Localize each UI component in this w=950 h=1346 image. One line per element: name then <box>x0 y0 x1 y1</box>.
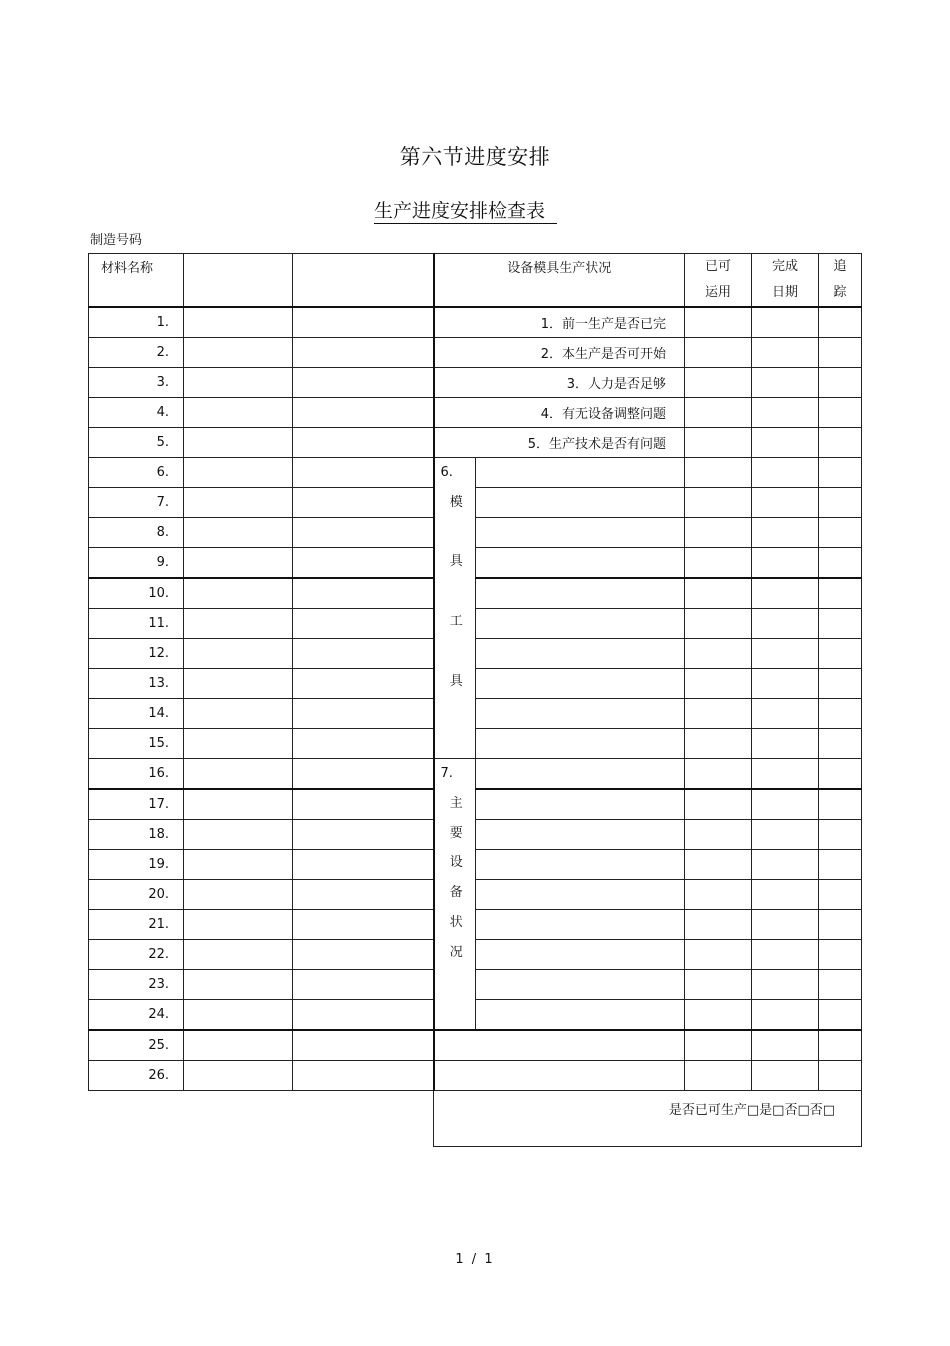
table-row <box>89 639 862 669</box>
status-detail-cell[interactable] <box>434 1061 685 1091</box>
material-cell[interactable] <box>184 699 293 729</box>
header-blank-cell <box>293 254 434 308</box>
material-spec-cell[interactable] <box>293 578 434 609</box>
tracking-cell[interactable] <box>819 398 862 428</box>
tracking-cell[interactable] <box>819 338 862 368</box>
status-detail-cell[interactable] <box>476 518 685 548</box>
material-cell[interactable] <box>184 1061 293 1091</box>
completion-date-cell[interactable] <box>752 368 819 398</box>
check-item: 2．本生产是否可开始 <box>434 338 685 368</box>
row-number: 21. <box>89 910 184 940</box>
tracking-header: 追 踪 <box>819 254 862 308</box>
completion-date-cell[interactable] <box>752 910 819 940</box>
completion-date-cell[interactable] <box>752 639 819 669</box>
tracking-cell[interactable] <box>819 1000 862 1031</box>
footer-row <box>89 1091 862 1147</box>
material-spec-cell[interactable] <box>293 699 434 729</box>
material-cell[interactable] <box>184 880 293 910</box>
tracking-cell[interactable] <box>819 729 862 759</box>
available-cell[interactable] <box>685 639 752 669</box>
completion-date-cell[interactable] <box>752 307 819 338</box>
table-row <box>89 789 862 820</box>
material-cell[interactable] <box>184 729 293 759</box>
available-cell[interactable] <box>685 699 752 729</box>
available-cell[interactable] <box>685 789 752 820</box>
footer-blank <box>89 1091 434 1147</box>
material-spec-cell[interactable] <box>293 488 434 518</box>
tracking-cell[interactable] <box>819 578 862 609</box>
material-spec-cell[interactable] <box>293 458 434 488</box>
status-detail-cell[interactable] <box>476 789 685 820</box>
material-spec-cell[interactable] <box>293 820 434 850</box>
material-cell[interactable] <box>184 368 293 398</box>
table-row <box>89 518 862 548</box>
available-cell[interactable] <box>685 880 752 910</box>
available-cell[interactable] <box>685 1061 752 1091</box>
available-cell[interactable] <box>685 609 752 639</box>
material-cell[interactable] <box>184 518 293 548</box>
available-cell[interactable] <box>685 307 752 338</box>
material-cell[interactable] <box>184 1030 293 1061</box>
material-spec-cell[interactable] <box>293 518 434 548</box>
status-detail-cell[interactable] <box>476 970 685 1000</box>
available-cell[interactable] <box>685 428 752 458</box>
check-item: 1．前一生产是否已完 <box>434 307 685 338</box>
material-cell[interactable] <box>184 1000 293 1031</box>
row-number: 2. <box>89 338 184 368</box>
material-spec-cell[interactable] <box>293 368 434 398</box>
tracking-cell[interactable] <box>819 940 862 970</box>
available-cell[interactable] <box>685 458 752 488</box>
material-cell[interactable] <box>184 759 293 790</box>
header-row <box>89 254 862 308</box>
completion-date-cell[interactable] <box>752 699 819 729</box>
status-detail-cell[interactable] <box>476 699 685 729</box>
tracking-cell[interactable] <box>819 789 862 820</box>
table-row <box>89 458 862 488</box>
material-cell[interactable] <box>184 669 293 699</box>
status-detail-cell[interactable] <box>476 548 685 579</box>
material-spec-cell[interactable] <box>293 1061 434 1091</box>
tracking-cell[interactable] <box>819 368 862 398</box>
tracking-cell[interactable] <box>819 850 862 880</box>
material-spec-cell[interactable] <box>293 729 434 759</box>
material-spec-cell[interactable] <box>293 970 434 1000</box>
status-detail-cell[interactable] <box>476 729 685 759</box>
table-row <box>89 368 862 398</box>
table-row <box>89 1000 862 1031</box>
table-row <box>89 729 862 759</box>
available-cell[interactable] <box>685 548 752 579</box>
available-cell[interactable] <box>685 910 752 940</box>
table-row <box>89 669 862 699</box>
available-cell[interactable] <box>685 1000 752 1031</box>
completion-date-cell[interactable] <box>752 669 819 699</box>
group-number: 6. <box>440 465 453 480</box>
completion-date-header: 完成 日期 <box>752 254 819 308</box>
table-row <box>89 850 862 880</box>
material-name-header: 材料名称 <box>89 254 184 308</box>
table-row <box>89 307 862 338</box>
row-number: 20. <box>89 880 184 910</box>
table-row <box>89 578 862 609</box>
completion-date-cell[interactable] <box>752 458 819 488</box>
available-cell[interactable] <box>685 669 752 699</box>
completion-date-cell[interactable] <box>752 880 819 910</box>
material-spec-cell[interactable] <box>293 639 434 669</box>
completion-date-cell[interactable] <box>752 1061 819 1091</box>
available-cell[interactable] <box>685 338 752 368</box>
completion-date-cell[interactable] <box>752 729 819 759</box>
table-row <box>89 940 862 970</box>
status-detail-cell[interactable] <box>476 820 685 850</box>
row-number: 8. <box>89 518 184 548</box>
available-cell[interactable] <box>685 970 752 1000</box>
material-cell[interactable] <box>184 639 293 669</box>
row-number: 13. <box>89 669 184 699</box>
status-detail-cell[interactable] <box>476 488 685 518</box>
table-row <box>89 548 862 579</box>
row-number: 9. <box>89 548 184 579</box>
completion-date-cell[interactable] <box>752 1000 819 1031</box>
material-spec-cell[interactable] <box>293 880 434 910</box>
material-cell[interactable] <box>184 820 293 850</box>
tracking-cell[interactable] <box>819 1061 862 1091</box>
group-number: 7. <box>440 766 453 781</box>
form-title: 生产进度安排检查表 <box>374 199 557 224</box>
tracking-cell[interactable] <box>819 307 862 338</box>
completion-date-cell[interactable] <box>752 970 819 1000</box>
status-detail-cell[interactable] <box>476 669 685 699</box>
tracking-cell[interactable] <box>819 488 862 518</box>
material-spec-cell[interactable] <box>293 789 434 820</box>
table-row <box>89 970 862 1000</box>
row-number: 22. <box>89 940 184 970</box>
material-cell[interactable] <box>184 398 293 428</box>
material-cell[interactable] <box>184 578 293 609</box>
row-number: 19. <box>89 850 184 880</box>
table-row <box>89 398 862 428</box>
material-cell[interactable] <box>184 789 293 820</box>
header-blank-cell <box>184 254 293 308</box>
check-item: 4．有无设备调整问题 <box>434 398 685 428</box>
status-detail-cell[interactable] <box>476 850 685 880</box>
status-detail-cell[interactable] <box>476 940 685 970</box>
completion-date-cell[interactable] <box>752 428 819 458</box>
status-detail-cell[interactable] <box>476 880 685 910</box>
status-detail-cell[interactable] <box>476 578 685 609</box>
mold-tool-label: 6. 模 具 工 具 <box>434 458 476 759</box>
available-cell[interactable] <box>685 729 752 759</box>
check-item: 3．人力是否足够 <box>434 368 685 398</box>
row-number: 5. <box>89 428 184 458</box>
tracking-cell[interactable] <box>819 639 862 669</box>
completion-date-cell[interactable] <box>752 789 819 820</box>
table-row <box>89 759 862 790</box>
available-cell[interactable] <box>685 940 752 970</box>
status-detail-cell[interactable] <box>476 910 685 940</box>
available-cell[interactable] <box>685 368 752 398</box>
available-cell[interactable] <box>685 820 752 850</box>
row-number: 16. <box>89 759 184 790</box>
row-number: 4. <box>89 398 184 428</box>
material-cell[interactable] <box>184 970 293 1000</box>
available-cell[interactable] <box>685 578 752 609</box>
material-cell[interactable] <box>184 307 293 338</box>
completion-date-cell[interactable] <box>752 548 819 579</box>
table-row <box>89 910 862 940</box>
row-number: 6. <box>89 458 184 488</box>
tracking-cell[interactable] <box>819 548 862 579</box>
row-number: 24. <box>89 1000 184 1031</box>
material-spec-cell[interactable] <box>293 669 434 699</box>
material-spec-cell[interactable] <box>293 910 434 940</box>
material-spec-cell[interactable] <box>293 759 434 790</box>
row-number: 3. <box>89 368 184 398</box>
row-number: 25. <box>89 1030 184 1061</box>
material-spec-cell[interactable] <box>293 850 434 880</box>
table-row <box>89 1030 862 1061</box>
available-cell[interactable] <box>685 759 752 790</box>
material-spec-cell[interactable] <box>293 1000 434 1031</box>
table-row <box>89 428 862 458</box>
tracking-cell[interactable] <box>819 820 862 850</box>
completion-date-cell[interactable] <box>752 488 819 518</box>
row-number: 23. <box>89 970 184 1000</box>
completion-date-cell[interactable] <box>752 609 819 639</box>
tracking-cell[interactable] <box>819 518 862 548</box>
completion-date-cell[interactable] <box>752 518 819 548</box>
material-spec-cell[interactable] <box>293 428 434 458</box>
row-number: 7. <box>89 488 184 518</box>
tracking-cell[interactable] <box>819 458 862 488</box>
available-cell[interactable] <box>685 398 752 428</box>
table-row <box>89 1061 862 1091</box>
page-title: 第六节进度安排 <box>399 145 551 169</box>
material-spec-cell[interactable] <box>293 940 434 970</box>
row-number: 14. <box>89 699 184 729</box>
row-number: 10. <box>89 578 184 609</box>
table-row <box>89 880 862 910</box>
available-cell[interactable] <box>685 1030 752 1061</box>
completion-date-cell[interactable] <box>752 338 819 368</box>
tracking-cell[interactable] <box>819 910 862 940</box>
material-spec-cell[interactable] <box>293 307 434 338</box>
tracking-cell[interactable] <box>819 669 862 699</box>
completion-date-cell[interactable] <box>752 1030 819 1061</box>
row-number: 18. <box>89 820 184 850</box>
available-cell[interactable] <box>685 488 752 518</box>
row-number: 12. <box>89 639 184 669</box>
row-number: 26. <box>89 1061 184 1091</box>
status-detail-cell[interactable] <box>434 1030 685 1061</box>
table-row <box>89 820 862 850</box>
main-equipment-label: 7. 主 要 设 备 状 况 <box>434 759 476 1031</box>
tracking-cell[interactable] <box>819 609 862 639</box>
schedule-check-table <box>88 253 862 1147</box>
table-row <box>89 699 862 729</box>
production-ready-check[interactable]: 是否已可生产□是□否□否□ <box>434 1091 862 1147</box>
completion-date-cell[interactable] <box>752 578 819 609</box>
completion-date-cell[interactable] <box>752 820 819 850</box>
material-cell[interactable] <box>184 548 293 579</box>
status-detail-cell[interactable] <box>476 1000 685 1031</box>
tracking-cell[interactable] <box>819 428 862 458</box>
row-number: 11. <box>89 609 184 639</box>
available-cell[interactable] <box>685 518 752 548</box>
material-cell[interactable] <box>184 609 293 639</box>
doc-number-label: 制造号码 <box>90 233 143 248</box>
material-spec-cell[interactable] <box>293 1030 434 1061</box>
page-number: 1 / 1 <box>455 1252 495 1267</box>
material-cell[interactable] <box>184 338 293 368</box>
table-row <box>89 488 862 518</box>
available-cell[interactable] <box>685 850 752 880</box>
check-item: 5．生产技术是否有问题 <box>434 428 685 458</box>
equipment-status-header: 设备模具生产状况 <box>434 254 685 308</box>
status-detail-cell[interactable] <box>476 639 685 669</box>
completion-date-cell[interactable] <box>752 850 819 880</box>
material-cell[interactable] <box>184 458 293 488</box>
table-row <box>89 338 862 368</box>
completion-date-cell[interactable] <box>752 759 819 790</box>
status-detail-cell[interactable] <box>476 609 685 639</box>
completion-date-cell[interactable] <box>752 398 819 428</box>
row-number: 17. <box>89 789 184 820</box>
row-number: 15. <box>89 729 184 759</box>
tracking-cell[interactable] <box>819 970 862 1000</box>
material-spec-cell[interactable] <box>293 338 434 368</box>
material-cell[interactable] <box>184 488 293 518</box>
material-cell[interactable] <box>184 850 293 880</box>
table-row <box>89 609 862 639</box>
material-cell[interactable] <box>184 940 293 970</box>
material-cell[interactable] <box>184 428 293 458</box>
tracking-cell[interactable] <box>819 699 862 729</box>
completion-date-cell[interactable] <box>752 940 819 970</box>
material-spec-cell[interactable] <box>293 398 434 428</box>
row-number: 1. <box>89 307 184 338</box>
material-spec-cell[interactable] <box>293 548 434 579</box>
material-cell[interactable] <box>184 910 293 940</box>
material-spec-cell[interactable] <box>293 609 434 639</box>
tracking-cell[interactable] <box>819 759 862 790</box>
tracking-cell[interactable] <box>819 880 862 910</box>
status-detail-cell[interactable] <box>476 458 685 488</box>
available-header: 已可 运用 <box>685 254 752 308</box>
tracking-cell[interactable] <box>819 1030 862 1061</box>
status-detail-cell[interactable] <box>476 759 685 790</box>
